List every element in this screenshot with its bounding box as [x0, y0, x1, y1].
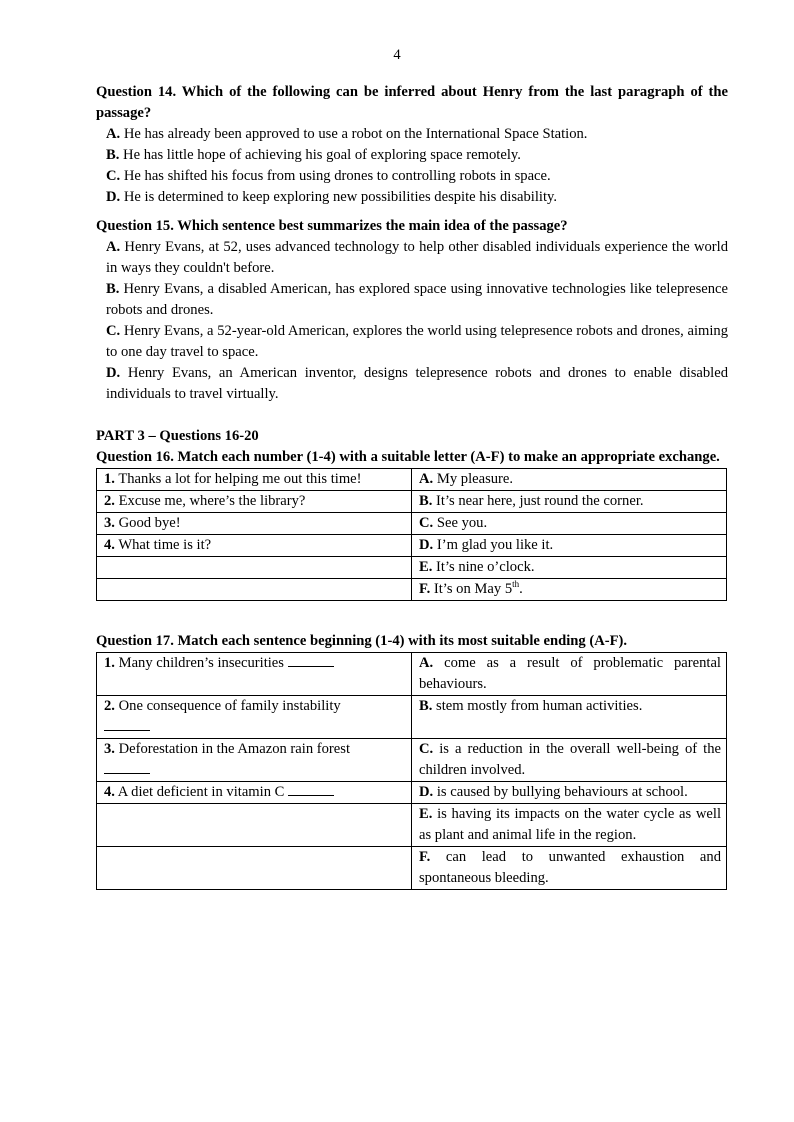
- item-letter: E.: [419, 559, 433, 575]
- table-row: [97, 782, 727, 804]
- table-cell-empty: [97, 579, 412, 601]
- question-14-title: Question 14. Which of the following can be inferred about Henry from the last paragraph of the passage?: [96, 84, 728, 121]
- table-row: [97, 804, 727, 847]
- table-row: [97, 847, 727, 890]
- item-text: is having its impacts on the water cycle as well as plant and animal life in the region.: [419, 806, 721, 843]
- item-number: 1.: [104, 655, 115, 671]
- option-letter: D.: [106, 365, 121, 381]
- table-row: [97, 469, 727, 491]
- question-15-option-c: [96, 321, 728, 363]
- table-cell-empty: [97, 847, 412, 890]
- table-row: [97, 696, 727, 739]
- table-cell: [97, 739, 412, 782]
- option-letter: A.: [106, 126, 121, 142]
- question-14-option-b: [96, 145, 728, 166]
- item-letter: A.: [419, 655, 434, 671]
- question-15-option-d: [96, 363, 728, 405]
- item-text: Many children’s insecurities: [114, 655, 288, 671]
- table-row: [97, 557, 727, 579]
- option-text: He has already been approved to use a robot on the International Space Station.: [120, 126, 588, 142]
- table-cell: [97, 469, 412, 491]
- item-letter: C.: [419, 515, 434, 531]
- question-15-option-b: [96, 279, 728, 321]
- item-text: .: [519, 581, 523, 597]
- option-text: Henry Evans, at 52, uses advanced technology to help other disabled individuals experience the world in ways they couldn't before.: [106, 239, 728, 276]
- item-text: My pleasure.: [433, 471, 514, 487]
- table-cell: [412, 696, 727, 739]
- table-cell: [97, 696, 412, 739]
- question-16: [96, 447, 728, 601]
- item-text: Excuse me, where’s the library?: [114, 493, 306, 509]
- item-text: is a reduction in the overall well-being of the children involved.: [419, 741, 721, 778]
- question-16-table: [96, 468, 727, 601]
- table-cell: [97, 535, 412, 557]
- option-letter: C.: [106, 168, 121, 184]
- item-letter: F.: [419, 849, 431, 865]
- option-text: He is determined to keep exploring new possibilities despite his disability.: [120, 189, 557, 205]
- answer-blank: [288, 653, 334, 667]
- item-text: I’m glad you like it.: [433, 537, 554, 553]
- item-number: 3.: [104, 741, 115, 757]
- question-14-option-c: [96, 166, 728, 187]
- item-text: What time is it?: [114, 537, 212, 553]
- table-cell: [97, 491, 412, 513]
- option-text: Henry Evans, an American inventor, designs telepresence robots and drones to enable disabled individuals to travel virtually.: [106, 365, 728, 402]
- question-14-option-d: [96, 187, 728, 208]
- item-letter: B.: [419, 493, 433, 509]
- table-row: [97, 535, 727, 557]
- table-cell-empty: [97, 804, 412, 847]
- table-cell: [412, 739, 727, 782]
- question-16-title: Question 16. Match each number (1-4) with a suitable letter (A-F) to make an appropriate exchange.: [96, 449, 720, 465]
- question-14: [96, 82, 728, 208]
- table-cell: [412, 653, 727, 696]
- question-17-title: Question 17. Match each sentence beginning (1-4) with its most suitable ending (A-F).: [96, 633, 628, 649]
- item-letter: C.: [419, 741, 434, 757]
- item-letter: E.: [419, 806, 433, 822]
- option-letter: C.: [106, 323, 121, 339]
- question-14-option-a: [96, 124, 728, 145]
- option-letter: D.: [106, 189, 121, 205]
- table-cell: [412, 513, 727, 535]
- item-text: Thanks a lot for helping me out this time!: [114, 471, 362, 487]
- exam-content: [96, 82, 728, 890]
- option-letter: A.: [106, 239, 121, 255]
- table-cell: [97, 513, 412, 535]
- item-text: A diet deficient in vitamin C: [114, 784, 289, 800]
- question-17-table: [96, 652, 727, 890]
- table-cell: [412, 469, 727, 491]
- item-text: Good bye!: [114, 515, 181, 531]
- option-letter: B.: [106, 281, 120, 297]
- question-15: [96, 216, 728, 405]
- option-text: Henry Evans, a 52-year-old American, explores the world using telepresence robots and drones, aiming to one day travel to space.: [106, 323, 728, 360]
- option-text: He has little hope of achieving his goal of exploring space remotely.: [119, 147, 521, 163]
- item-text: It’s nine o’clock.: [432, 559, 535, 575]
- item-number: 4.: [104, 784, 115, 800]
- item-text: is caused by bullying behaviours at school.: [433, 784, 688, 800]
- item-letter: B.: [419, 698, 433, 714]
- option-text: Henry Evans, a disabled American, has explored space using innovative technologies like telepresence robots and drones.: [106, 281, 728, 318]
- item-number: 1.: [104, 471, 115, 487]
- option-text: He has shifted his focus from using drones to controlling robots in space.: [120, 168, 551, 184]
- item-text: See you.: [433, 515, 488, 531]
- table-cell: [97, 653, 412, 696]
- table-cell: [97, 782, 412, 804]
- question-15-title: Question 15. Which sentence best summarizes the main idea of the passage?: [96, 218, 568, 234]
- item-number: 3.: [104, 515, 115, 531]
- table-cell: [412, 579, 727, 601]
- item-text: It’s near here, just round the corner.: [432, 493, 644, 509]
- table-cell: [412, 847, 727, 890]
- item-number: 2.: [104, 698, 115, 714]
- page-number: 4: [393, 47, 401, 63]
- item-letter: F.: [419, 581, 431, 597]
- item-text: come as a result of problematic parental behaviours.: [419, 655, 721, 692]
- table-row: [97, 579, 727, 601]
- answer-blank: [288, 782, 334, 796]
- question-17: [96, 631, 728, 890]
- answer-blank: [104, 717, 150, 731]
- item-text: One consequence of family instability: [114, 698, 341, 714]
- table-cell: [412, 491, 727, 513]
- option-letter: B.: [106, 147, 120, 163]
- item-text: stem mostly from human activities.: [432, 698, 643, 714]
- item-number: 2.: [104, 493, 115, 509]
- item-text: It’s on May 5: [430, 581, 513, 597]
- table-cell: [412, 557, 727, 579]
- table-cell-empty: [97, 557, 412, 579]
- table-cell: [412, 782, 727, 804]
- table-row: [97, 513, 727, 535]
- table-row: [97, 653, 727, 696]
- superscript: th: [512, 579, 520, 590]
- table-row: [97, 739, 727, 782]
- question-15-option-a: [96, 237, 728, 279]
- table-cell: [412, 535, 727, 557]
- table-row: [97, 491, 727, 513]
- table-cell: [412, 804, 727, 847]
- part-3-heading: PART 3 – Questions 16-20: [96, 428, 259, 444]
- item-letter: D.: [419, 537, 434, 553]
- item-number: 4.: [104, 537, 115, 553]
- item-letter: A.: [419, 471, 434, 487]
- item-text: Deforestation in the Amazon rain forest: [114, 741, 350, 757]
- item-letter: D.: [419, 784, 434, 800]
- item-text: can lead to unwanted exhaustion and spontaneous bleeding.: [419, 849, 721, 886]
- answer-blank: [104, 760, 150, 774]
